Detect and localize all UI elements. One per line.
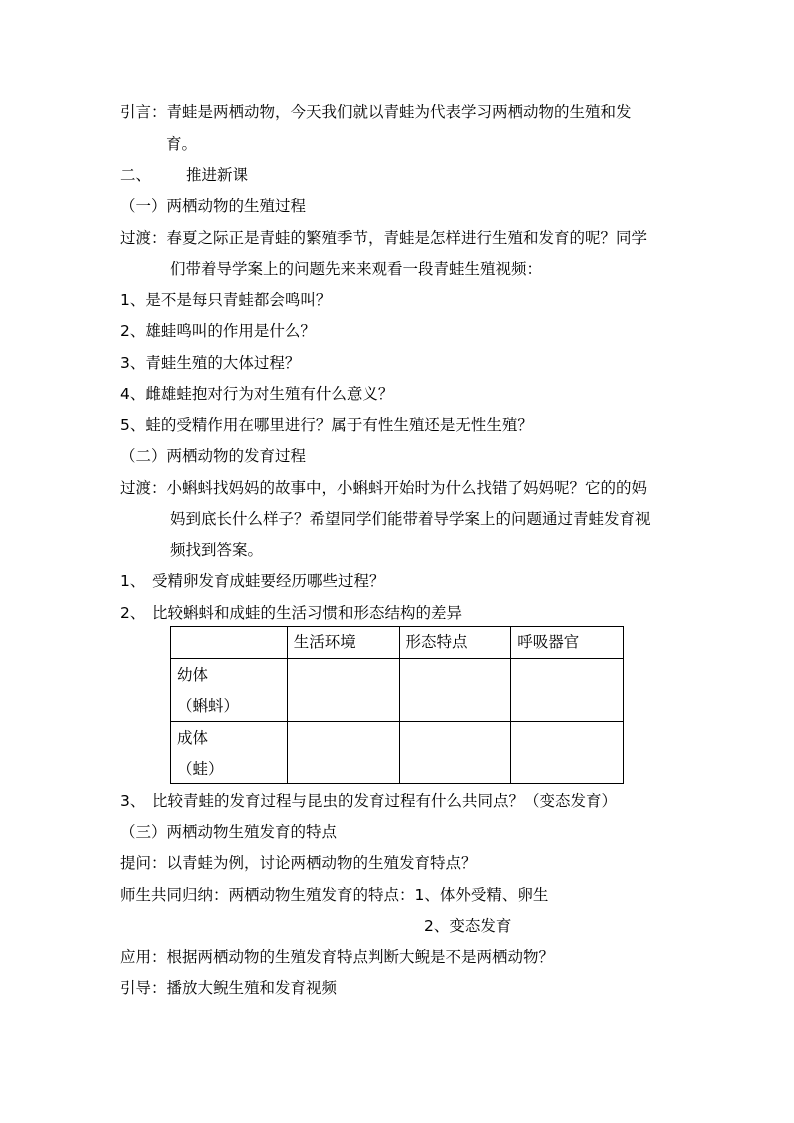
part3-guide: 引导：播放大鲵生殖和发育视频 [120,979,338,997]
table-row-label: 幼体 （蝌蚪） [171,659,288,721]
table-header-empty [171,627,288,659]
part1-question-3: 3、青蛙生殖的大体过程？ [120,354,301,372]
part1-transition-line-2: 们带着导学案上的问题先来来观看一段青蛙生殖视频： [170,260,543,278]
table-row [171,659,624,721]
part1-question-1: 1、是不是每只青蛙都会鸣叫？ [120,291,332,309]
table-cell [399,721,511,783]
table-cell [287,659,399,721]
table-cell [511,659,624,721]
intro-line-1: 引言：青蛙是两栖动物，今天我们就以青蛙为代表学习两栖动物的生殖和发 [120,103,632,121]
comparison-table [170,626,624,784]
table-header-environment: 生活环境 [287,627,399,659]
part2-q1-text: 受精卵发育成蛙要经历哪些过程？ [152,572,385,590]
table-cell [399,659,511,721]
table-cell [287,721,399,783]
table-header-row [171,627,624,659]
part3-heading: （三）两栖动物生殖发育的特点 [120,823,338,841]
part3-summary-line-1: 师生共同归纳：两栖动物生殖发育的特点：1、体外受精、卵生 [120,886,549,904]
part3-application: 应用：根据两栖动物的生殖发育特点判断大鲵是不是两栖动物？ [120,948,555,966]
part2-transition-line-2: 妈到底长什么样子？希望同学们能带着导学案上的问题通过青蛙发育视 [170,510,651,528]
part3-summary-line-2: 2、变态发育 [424,917,512,935]
part3-question: 提问：以青蛙为例，讨论两栖动物的生殖发育特点？ [120,854,477,872]
part1-question-4: 4、雌雄蛙抱对行为对生殖有什么意义？ [120,385,394,403]
table-header-morphology: 形态特点 [399,627,511,659]
part1-question-2: 2、雄蛙鸣叫的作用是什么？ [120,322,316,340]
part2-heading: （二）两栖动物的发育过程 [120,447,307,465]
part2-q3-number: 3、 [120,792,146,810]
table-row-label: 成体 （蛙） [171,721,288,783]
table-header-respiratory: 呼吸器官 [511,627,624,659]
part2-q1-number: 1、 [120,572,146,590]
part1-transition-line-1: 过渡：春夏之际正是青蛙的繁殖季节，青蛙是怎样进行生殖和发育的呢？同学 [120,229,648,247]
part2-transition-line-3: 频找到答案。 [170,541,264,559]
intro-line-2: 育。 [166,135,198,153]
section-two-label: 二、 [120,166,152,184]
part2-q2-number: 2、 [120,604,146,622]
part2-q2-text: 比较蝌蚪和成蛙的生活习惯和形态结构的差异 [152,604,463,622]
part1-question-5: 5、蛙的受精作用在哪里进行？属于有性生殖还是无性生殖？ [120,416,533,434]
part1-heading: （一）两栖动物的生殖过程 [120,197,307,215]
part2-q3-text: 比较青蛙的发育过程与昆虫的发育过程有什么共同点？（变态发育） [152,792,618,810]
table-row [171,721,624,783]
part2-transition-line-1: 过渡：小蝌蚪找妈妈的故事中，小蝌蚪开始时为什么找错了妈妈呢？它的的妈 [120,479,648,497]
table-cell [511,721,624,783]
section-two-title: 推进新课 [186,166,249,184]
